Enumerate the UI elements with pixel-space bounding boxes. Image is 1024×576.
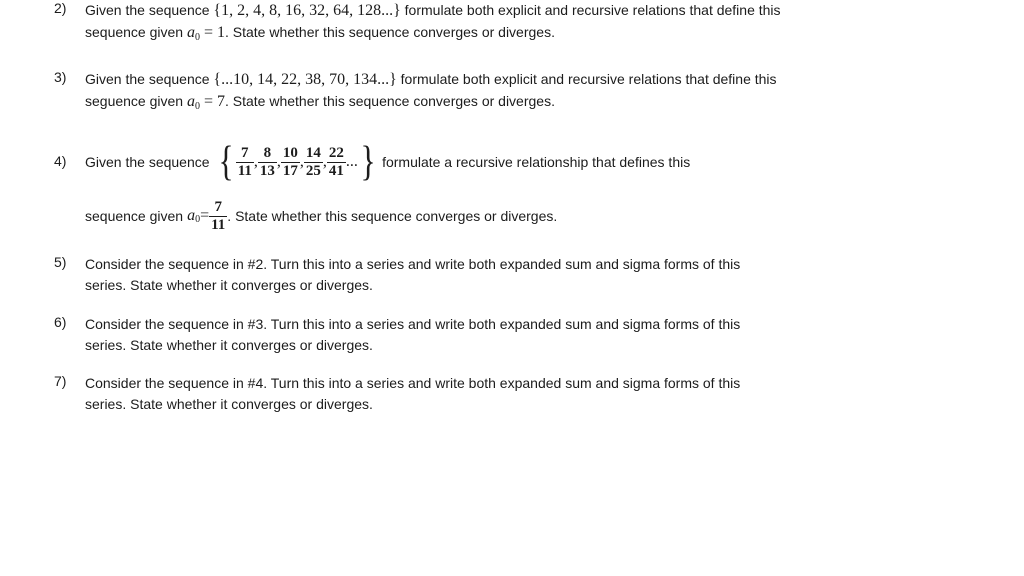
problem-number: 2) <box>54 0 67 16</box>
close-brace: } <box>360 139 376 185</box>
problem-text: Consider the sequence in #3. Turn this into a series and write both expanded sum and sigma forms of this series. State whether it converges or diverges. <box>85 316 741 353</box>
problem-text <box>85 69 785 114</box>
given-value: = 1 <box>199 23 225 41</box>
comma: , <box>253 153 258 170</box>
ellipsis: ... <box>345 153 358 170</box>
problem-number: 5) <box>54 254 67 270</box>
problem-text: Consider the sequence in #2. Turn this into a series and write both expanded sum and sigma forms of this series. State whether it converges or diverges. <box>85 256 741 293</box>
comma: , <box>299 153 304 170</box>
problem-mid: formulate both explicit and recursive relations that define this seguence given <box>85 71 777 109</box>
problem-mid: formulate a recursive relationship that defines this <box>382 154 691 170</box>
problem-tail: . State whether this sequence converges or diverges. <box>225 92 555 109</box>
given-var: a <box>186 92 195 110</box>
comma: , <box>322 153 327 170</box>
comma: , <box>276 153 281 170</box>
fraction: $\frac{8}{13}$ <box>259 144 275 179</box>
problem-text <box>85 0 785 45</box>
given-sub: 0 <box>194 100 200 112</box>
given-var: a <box>186 23 195 41</box>
fraction: $\frac{14}{25}$ <box>305 144 321 179</box>
problem-lead: Given the sequence <box>85 154 210 170</box>
problem-line2-lead: sequence given <box>85 208 184 224</box>
problem-lead: Given the sequence <box>85 2 214 18</box>
open-brace: { <box>218 139 234 185</box>
given-fraction: $\frac{7}{11}$ <box>211 198 226 233</box>
problem-number: 6) <box>54 314 67 330</box>
given-var: a <box>187 207 196 224</box>
problem-tail: . State whether this sequence converges or diverges. <box>227 208 558 224</box>
problem-line-2 <box>85 196 557 236</box>
given-sub: 0 <box>195 213 201 225</box>
fraction: $\frac{22}{41}$ <box>328 144 344 179</box>
fraction: $\frac{7}{11}$ <box>237 144 252 179</box>
problem-line-1 <box>85 140 690 184</box>
fraction: $\frac{10}{17}$ <box>282 144 298 179</box>
problem-number: 4) <box>54 153 67 169</box>
given-eq: = <box>200 207 210 224</box>
problem-text: Consider the sequence in #4. Turn this into a series and write both expanded sum and sigma forms of this series. State whether it converges or diverges. <box>85 375 741 412</box>
problem-number: 7) <box>54 373 67 389</box>
sequence: {...10, 14, 22, 38, 70, 134...} <box>213 71 397 88</box>
problem-mid: formulate both explicit and recursive relations that define this sequence given <box>85 2 781 40</box>
given-value: = 7 <box>199 92 225 110</box>
problem-lead: Given the sequence <box>85 71 214 87</box>
sequence: {1, 2, 4, 8, 16, 32, 64, 128...} <box>213 2 401 19</box>
given-sub: 0 <box>194 31 200 43</box>
problem-number: 3) <box>54 69 67 85</box>
problem-tail: . State whether this sequence converges or diverges. <box>225 23 555 40</box>
